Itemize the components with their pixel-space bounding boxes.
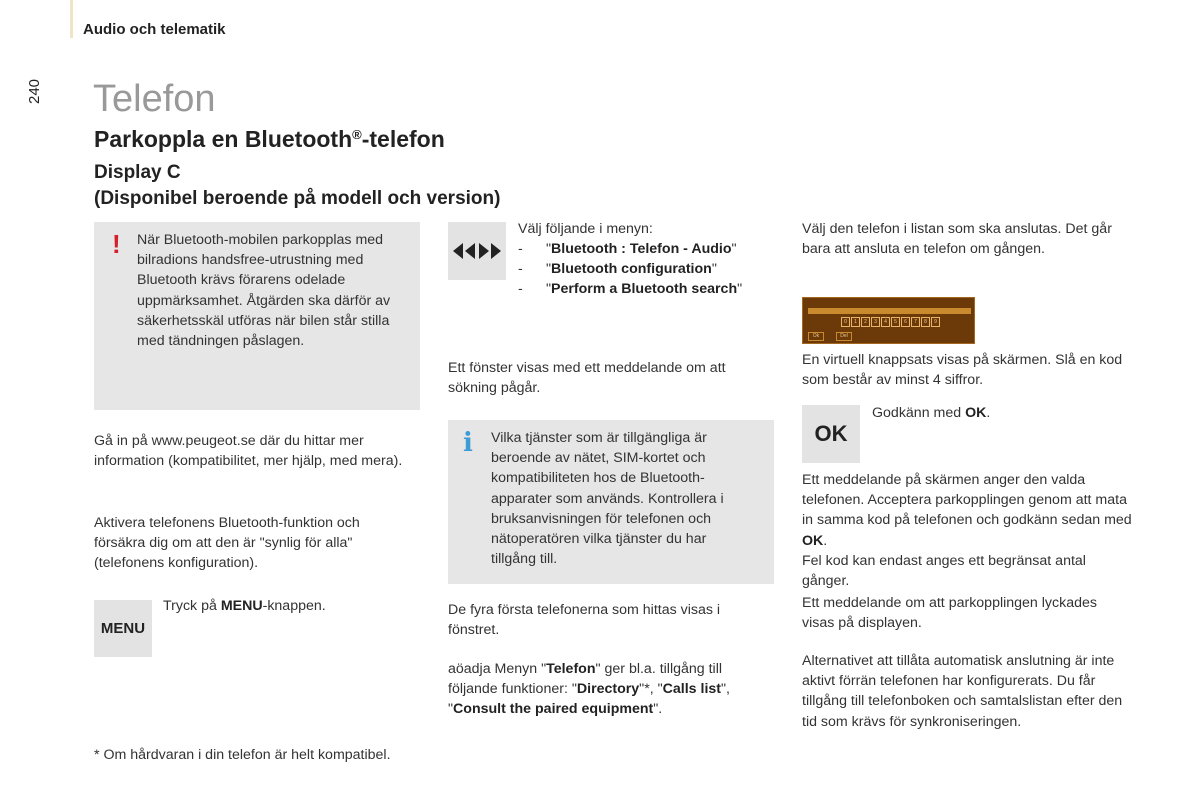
keypad-key: 6 bbox=[901, 317, 910, 327]
virtual-keypad bbox=[802, 297, 975, 344]
seek-arrows-icon bbox=[448, 222, 506, 280]
ok-button: OK bbox=[802, 405, 860, 463]
keypad-key: 8 bbox=[921, 317, 930, 327]
keypad-key: 0 bbox=[841, 317, 850, 327]
menu-button: MENU bbox=[94, 600, 152, 657]
keypad-message: En virtuell knappsats visas på skärmen. Slå en kod som består av minst 4 siffror. bbox=[802, 352, 1123, 389]
footnote: * Om hårdvaran i din telefon är helt kompatibel. bbox=[94, 747, 391, 763]
keypad-key: 3 bbox=[871, 317, 880, 327]
wrong-code-text: Fel kod kan endast anges ett begränsat antal gånger. bbox=[802, 553, 1086, 590]
keypad-key: 7 bbox=[911, 317, 920, 327]
exclamation-icon: ! bbox=[112, 229, 121, 259]
activate-bluetooth: Aktivera telefonens Bluetooth-funktion och försäkra dig om att den är "synlig för alla" (telefonens konfiguration). bbox=[94, 515, 360, 572]
list-item: - "Bluetooth : Telefon - Audio" bbox=[518, 239, 788, 259]
first-four-text: De fyra första telefonerna som hittas visas i fönstret. bbox=[448, 602, 721, 639]
keypad-ok: Ok bbox=[808, 332, 824, 341]
header-rule bbox=[70, 0, 73, 38]
confirm-ok-text: Godkänn med OK. bbox=[872, 405, 991, 421]
choose-phone-text: Välj den telefon i listan som ska anslutas. Det går bara att ansluta en telefon om gången. bbox=[802, 221, 1112, 258]
keypad-key: 9 bbox=[931, 317, 940, 327]
keypad-key: 5 bbox=[891, 317, 900, 327]
press-menu-text: Tryck på MENU-knappen. bbox=[163, 598, 326, 614]
warning-text: När Bluetooth-mobilen parkopplas med bilradions handsfree-utrustning med Bluetooth krävs förarens odelade uppmärksamhet. Åtgärden ska därför av säkerhetsskäl utföras när bilen står stilla med tändningen påslagen. bbox=[137, 232, 391, 350]
display-heading: Display C bbox=[94, 162, 181, 183]
list-item: - "Bluetooth configuration" bbox=[518, 259, 788, 279]
keypad-keys bbox=[841, 317, 940, 327]
info-icon: i bbox=[463, 428, 473, 458]
info-text: Vilka tjänster som är tillgängliga är beroende av nätet, SIM-kortet och kompatibiliteten hos de Bluetooth-apparater som används. Kontrollera i bruksanvisningen för telefonen och nätoperatören vilka tjänster du har tillgång till. bbox=[491, 430, 724, 568]
availability-heading: (Disponibel beroende på modell och version) bbox=[94, 188, 501, 209]
page-title: Telefon bbox=[93, 78, 216, 120]
pairing-message: Ett meddelande på skärmen anger den valda telefonen. Acceptera parkopplingen genom att mata in samma kod på telefonen och godkänn sedan med OK. bbox=[802, 472, 1132, 549]
search-window-text: Ett fönster visas med ett meddelande om att sökning pågår. bbox=[448, 360, 726, 397]
website-info: Gå in på www.peugeot.se där du hittar mer information (kompatibilitet, mer hjälp, med mera). bbox=[94, 433, 403, 470]
choose-menu-text: Välj följande i menyn: bbox=[518, 221, 653, 237]
section-title: Audio och telematik bbox=[83, 21, 226, 38]
auto-connect-text: Alternativet att tillåta automatisk anslutning är inte aktivt förrän telefonen har konfigurerats. Du får tillgång till telefonboken och samtalslistan efter den tid som krävs för synkroniseringen. bbox=[802, 653, 1123, 730]
keypad-del: Del bbox=[836, 332, 852, 341]
subtitle: Parkoppla en Bluetooth®-telefon bbox=[94, 126, 445, 152]
menu-path-list bbox=[518, 239, 788, 300]
keypad-key: 1 bbox=[851, 317, 860, 327]
list-item: - "Perform a Bluetooth search" bbox=[518, 279, 788, 299]
keypad-key: 4 bbox=[881, 317, 890, 327]
phone-menu-text: aöadja Menyn "Telefon" ger bl.a. tillgång till följande funktioner: "Directory"*, "Calls list", "Consult the paired equipment". bbox=[448, 661, 730, 718]
code-field bbox=[808, 308, 971, 314]
keypad-key: 2 bbox=[861, 317, 870, 327]
page-number: 240 bbox=[26, 78, 43, 104]
success-text: Ett meddelande om att parkopplingen lyckades visas på displayen. bbox=[802, 595, 1097, 632]
